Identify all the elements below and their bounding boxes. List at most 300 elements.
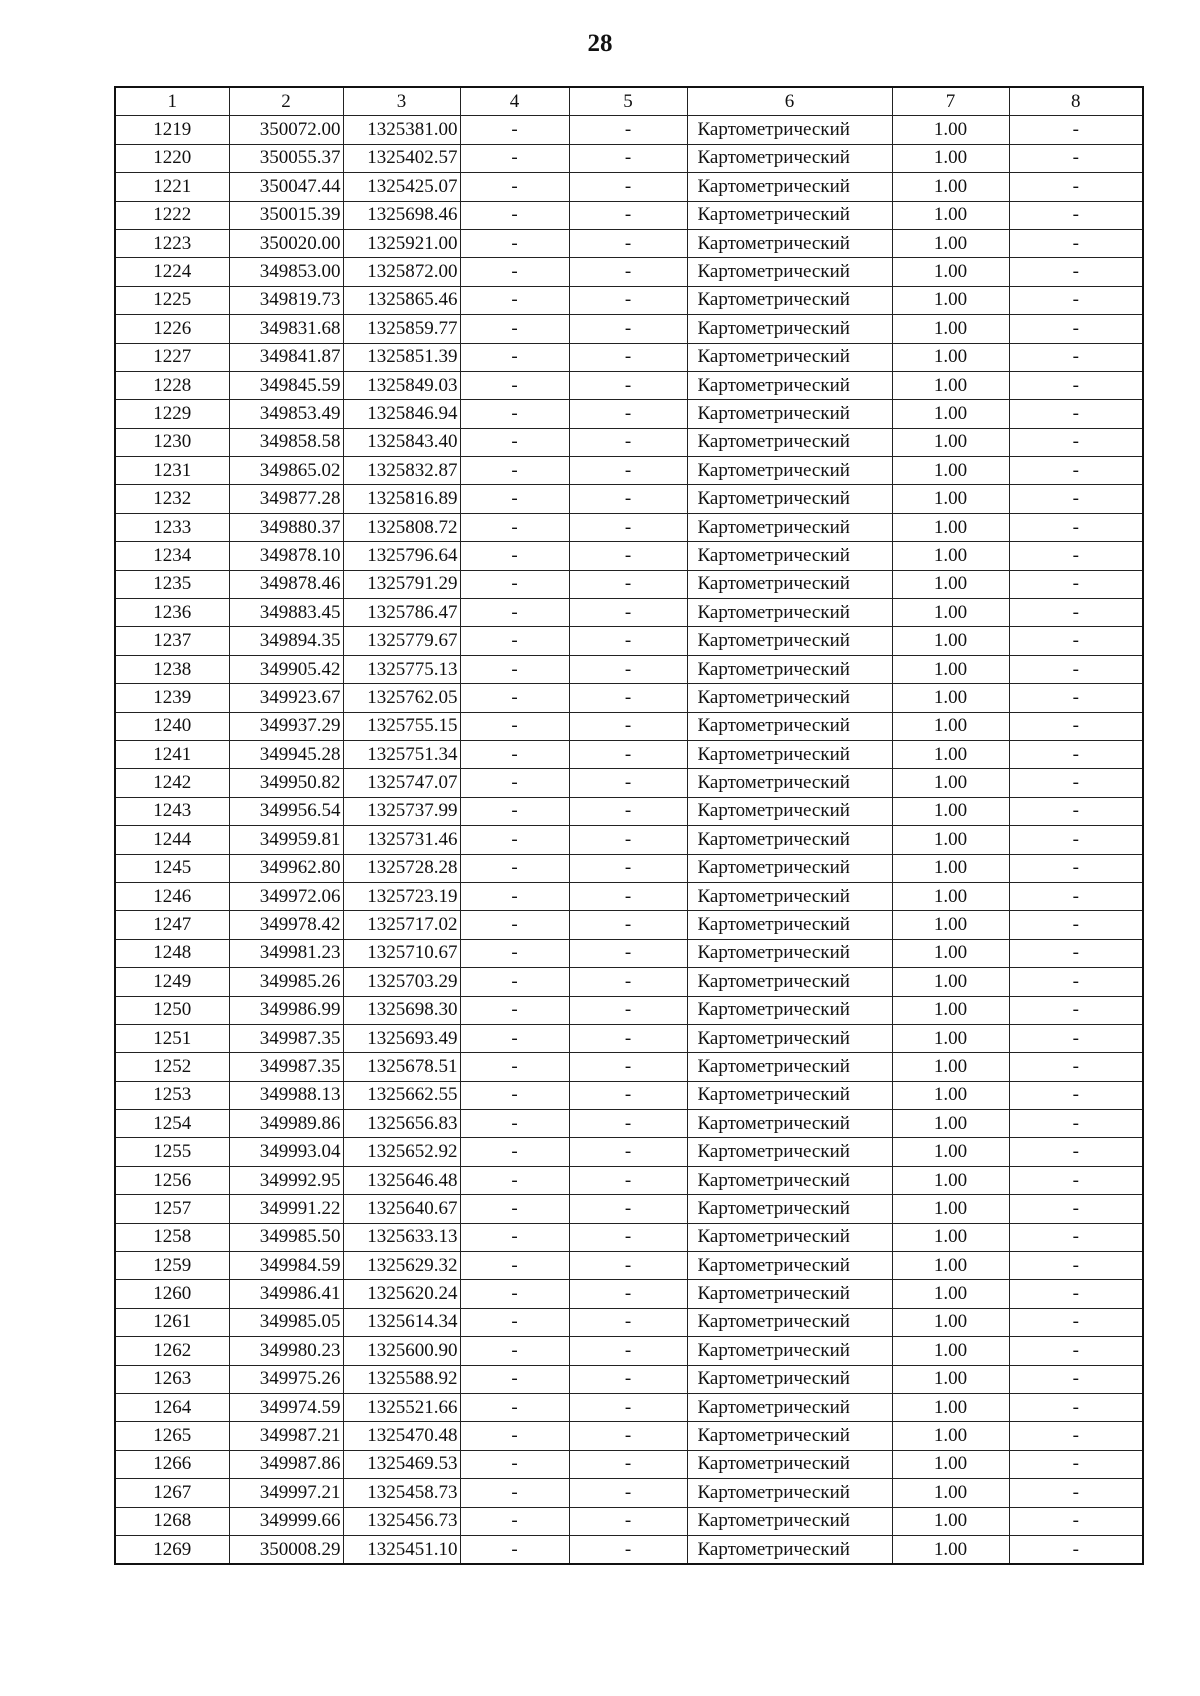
x-coordinate-cell: 349993.04 (229, 1138, 343, 1166)
table-row (115, 144, 1143, 172)
column-4-cell: - (460, 996, 569, 1024)
column-5-cell: - (569, 1081, 687, 1109)
column-8-cell: - (1009, 599, 1143, 627)
point-number-cell: 1240 (115, 712, 229, 740)
column-4-cell: - (460, 229, 569, 257)
column-8-cell: - (1009, 797, 1143, 825)
column-5-cell: - (569, 428, 687, 456)
y-coordinate-cell: 1325402.57 (343, 144, 460, 172)
column-4-cell: - (460, 457, 569, 485)
x-coordinate-cell: 350055.37 (229, 144, 343, 172)
column-8-cell: - (1009, 1422, 1143, 1450)
method-cell: Картометрический (687, 1053, 892, 1081)
y-coordinate-cell: 1325816.89 (343, 485, 460, 513)
table-row (115, 939, 1143, 967)
accuracy-cell: 1.00 (892, 144, 1009, 172)
table-row (115, 513, 1143, 541)
point-number-cell: 1259 (115, 1252, 229, 1280)
column-5-cell: - (569, 599, 687, 627)
column-4-cell: - (460, 1308, 569, 1336)
method-cell: Картометрический (687, 1422, 892, 1450)
accuracy-cell: 1.00 (892, 1393, 1009, 1421)
point-number-cell: 1255 (115, 1138, 229, 1166)
column-8-cell: - (1009, 371, 1143, 399)
column-8-cell: - (1009, 144, 1143, 172)
point-number-cell: 1249 (115, 968, 229, 996)
column-header: 7 (892, 87, 1009, 116)
x-coordinate-cell: 349997.21 (229, 1479, 343, 1507)
point-number-cell: 1253 (115, 1081, 229, 1109)
accuracy-cell: 1.00 (892, 655, 1009, 683)
y-coordinate-cell: 1325779.67 (343, 627, 460, 655)
column-4-cell: - (460, 371, 569, 399)
point-number-cell: 1262 (115, 1337, 229, 1365)
column-8-cell: - (1009, 229, 1143, 257)
accuracy-cell: 1.00 (892, 882, 1009, 910)
column-5-cell: - (569, 1024, 687, 1052)
point-number-cell: 1234 (115, 542, 229, 570)
column-8-cell: - (1009, 939, 1143, 967)
accuracy-cell: 1.00 (892, 996, 1009, 1024)
point-number-cell: 1264 (115, 1393, 229, 1421)
column-8-cell: - (1009, 513, 1143, 541)
column-5-cell: - (569, 655, 687, 683)
column-5-cell: - (569, 1535, 687, 1564)
column-8-cell: - (1009, 1535, 1143, 1564)
method-cell: Картометрический (687, 1223, 892, 1251)
method-cell: Картометрический (687, 286, 892, 314)
method-cell: Картометрический (687, 740, 892, 768)
column-4-cell: - (460, 201, 569, 229)
y-coordinate-cell: 1325747.07 (343, 769, 460, 797)
y-coordinate-cell: 1325710.67 (343, 939, 460, 967)
method-cell: Картометрический (687, 1081, 892, 1109)
point-number-cell: 1246 (115, 882, 229, 910)
method-cell: Картометрический (687, 968, 892, 996)
column-4-cell: - (460, 116, 569, 144)
column-header: 6 (687, 87, 892, 116)
accuracy-cell: 1.00 (892, 542, 1009, 570)
accuracy-cell: 1.00 (892, 116, 1009, 144)
accuracy-cell: 1.00 (892, 1337, 1009, 1365)
y-coordinate-cell: 1325381.00 (343, 116, 460, 144)
point-number-cell: 1243 (115, 797, 229, 825)
column-5-cell: - (569, 968, 687, 996)
x-coordinate-cell: 349999.66 (229, 1507, 343, 1535)
column-8-cell: - (1009, 116, 1143, 144)
table-row (115, 996, 1143, 1024)
point-number-cell: 1248 (115, 939, 229, 967)
table-row (115, 1393, 1143, 1421)
column-5-cell: - (569, 854, 687, 882)
y-coordinate-cell: 1325521.66 (343, 1393, 460, 1421)
column-8-cell: - (1009, 173, 1143, 201)
x-coordinate-cell: 350047.44 (229, 173, 343, 201)
method-cell: Картометрический (687, 854, 892, 882)
column-8-cell: - (1009, 1053, 1143, 1081)
y-coordinate-cell: 1325698.46 (343, 201, 460, 229)
y-coordinate-cell: 1325751.34 (343, 740, 460, 768)
y-coordinate-cell: 1325646.48 (343, 1166, 460, 1194)
point-number-cell: 1256 (115, 1166, 229, 1194)
x-coordinate-cell: 349858.58 (229, 428, 343, 456)
column-5-cell: - (569, 627, 687, 655)
column-8-cell: - (1009, 428, 1143, 456)
y-coordinate-cell: 1325614.34 (343, 1308, 460, 1336)
table-row (115, 1195, 1143, 1223)
point-number-cell: 1222 (115, 201, 229, 229)
y-coordinate-cell: 1325693.49 (343, 1024, 460, 1052)
method-cell: Картометрический (687, 144, 892, 172)
column-5-cell: - (569, 1280, 687, 1308)
column-5-cell: - (569, 1308, 687, 1336)
accuracy-cell: 1.00 (892, 740, 1009, 768)
table-row (115, 343, 1143, 371)
accuracy-cell: 1.00 (892, 286, 1009, 314)
method-cell: Картометрический (687, 1479, 892, 1507)
table-row (115, 797, 1143, 825)
column-5-cell: - (569, 286, 687, 314)
column-4-cell: - (460, 939, 569, 967)
y-coordinate-cell: 1325846.94 (343, 400, 460, 428)
column-8-cell: - (1009, 854, 1143, 882)
y-coordinate-cell: 1325656.83 (343, 1110, 460, 1138)
point-number-cell: 1244 (115, 826, 229, 854)
accuracy-cell: 1.00 (892, 1479, 1009, 1507)
coordinates-table (114, 86, 1144, 1565)
x-coordinate-cell: 349985.50 (229, 1223, 343, 1251)
column-4-cell: - (460, 1365, 569, 1393)
y-coordinate-cell: 1325703.29 (343, 968, 460, 996)
method-cell: Картометрический (687, 229, 892, 257)
method-cell: Картометрический (687, 939, 892, 967)
column-8-cell: - (1009, 826, 1143, 854)
point-number-cell: 1221 (115, 173, 229, 201)
table-row (115, 627, 1143, 655)
column-4-cell: - (460, 627, 569, 655)
column-8-cell: - (1009, 1110, 1143, 1138)
y-coordinate-cell: 1325849.03 (343, 371, 460, 399)
y-coordinate-cell: 1325865.46 (343, 286, 460, 314)
x-coordinate-cell: 350015.39 (229, 201, 343, 229)
x-coordinate-cell: 349987.21 (229, 1422, 343, 1450)
point-number-cell: 1237 (115, 627, 229, 655)
y-coordinate-cell: 1325456.73 (343, 1507, 460, 1535)
point-number-cell: 1265 (115, 1422, 229, 1450)
x-coordinate-cell: 349987.86 (229, 1450, 343, 1478)
table-row (115, 1535, 1143, 1564)
x-coordinate-cell: 349845.59 (229, 371, 343, 399)
column-4-cell: - (460, 1166, 569, 1194)
point-number-cell: 1269 (115, 1535, 229, 1564)
method-cell: Картометрический (687, 882, 892, 910)
point-number-cell: 1228 (115, 371, 229, 399)
column-8-cell: - (1009, 343, 1143, 371)
table-row (115, 229, 1143, 257)
table-row (115, 1308, 1143, 1336)
x-coordinate-cell: 349978.42 (229, 911, 343, 939)
y-coordinate-cell: 1325662.55 (343, 1081, 460, 1109)
y-coordinate-cell: 1325786.47 (343, 599, 460, 627)
table-row (115, 1024, 1143, 1052)
column-5-cell: - (569, 684, 687, 712)
point-number-cell: 1263 (115, 1365, 229, 1393)
y-coordinate-cell: 1325728.28 (343, 854, 460, 882)
column-4-cell: - (460, 882, 569, 910)
column-8-cell: - (1009, 1308, 1143, 1336)
accuracy-cell: 1.00 (892, 1422, 1009, 1450)
point-number-cell: 1227 (115, 343, 229, 371)
x-coordinate-cell: 349905.42 (229, 655, 343, 683)
column-4-cell: - (460, 1223, 569, 1251)
x-coordinate-cell: 349989.86 (229, 1110, 343, 1138)
x-coordinate-cell: 349984.59 (229, 1252, 343, 1280)
column-8-cell: - (1009, 1024, 1143, 1052)
method-cell: Картометрический (687, 428, 892, 456)
method-cell: Картометрический (687, 712, 892, 740)
column-5-cell: - (569, 542, 687, 570)
column-5-cell: - (569, 116, 687, 144)
method-cell: Картометрический (687, 655, 892, 683)
table-row (115, 1450, 1143, 1478)
column-5-cell: - (569, 1110, 687, 1138)
column-8-cell: - (1009, 1081, 1143, 1109)
table-row (115, 371, 1143, 399)
column-8-cell: - (1009, 1479, 1143, 1507)
column-8-cell: - (1009, 882, 1143, 910)
accuracy-cell: 1.00 (892, 684, 1009, 712)
point-number-cell: 1239 (115, 684, 229, 712)
point-number-cell: 1257 (115, 1195, 229, 1223)
table-row (115, 1365, 1143, 1393)
point-number-cell: 1223 (115, 229, 229, 257)
method-cell: Картометрический (687, 315, 892, 343)
table-row (115, 1081, 1143, 1109)
accuracy-cell: 1.00 (892, 1535, 1009, 1564)
column-4-cell: - (460, 570, 569, 598)
column-4-cell: - (460, 1479, 569, 1507)
column-8-cell: - (1009, 968, 1143, 996)
accuracy-cell: 1.00 (892, 627, 1009, 655)
column-4-cell: - (460, 1280, 569, 1308)
column-4-cell: - (460, 1081, 569, 1109)
column-5-cell: - (569, 1138, 687, 1166)
table-row (115, 201, 1143, 229)
column-8-cell: - (1009, 769, 1143, 797)
y-coordinate-cell: 1325737.99 (343, 797, 460, 825)
x-coordinate-cell: 349985.26 (229, 968, 343, 996)
y-coordinate-cell: 1325600.90 (343, 1337, 460, 1365)
table-row (115, 400, 1143, 428)
method-cell: Картометрический (687, 1166, 892, 1194)
table-row (115, 1507, 1143, 1535)
column-5-cell: - (569, 144, 687, 172)
column-5-cell: - (569, 1450, 687, 1478)
x-coordinate-cell: 349975.26 (229, 1365, 343, 1393)
column-8-cell: - (1009, 1252, 1143, 1280)
point-number-cell: 1254 (115, 1110, 229, 1138)
method-cell: Картометрический (687, 996, 892, 1024)
method-cell: Картометрический (687, 1024, 892, 1052)
point-number-cell: 1266 (115, 1450, 229, 1478)
column-4-cell: - (460, 1110, 569, 1138)
accuracy-cell: 1.00 (892, 201, 1009, 229)
column-8-cell: - (1009, 1337, 1143, 1365)
x-coordinate-cell: 350008.29 (229, 1535, 343, 1564)
column-5-cell: - (569, 1479, 687, 1507)
y-coordinate-cell: 1325832.87 (343, 457, 460, 485)
column-4-cell: - (460, 826, 569, 854)
x-coordinate-cell: 349853.49 (229, 400, 343, 428)
column-5-cell: - (569, 939, 687, 967)
x-coordinate-cell: 349937.29 (229, 712, 343, 740)
method-cell: Картометрический (687, 826, 892, 854)
table-row (115, 882, 1143, 910)
method-cell: Картометрический (687, 1365, 892, 1393)
table-row (115, 769, 1143, 797)
method-cell: Картометрический (687, 1252, 892, 1280)
table-row (115, 1223, 1143, 1251)
x-coordinate-cell: 349985.05 (229, 1308, 343, 1336)
column-4-cell: - (460, 1535, 569, 1564)
y-coordinate-cell: 1325633.13 (343, 1223, 460, 1251)
accuracy-cell: 1.00 (892, 428, 1009, 456)
column-4-cell: - (460, 400, 569, 428)
method-cell: Картометрический (687, 1195, 892, 1223)
column-5-cell: - (569, 1252, 687, 1280)
column-5-cell: - (569, 996, 687, 1024)
accuracy-cell: 1.00 (892, 911, 1009, 939)
column-5-cell: - (569, 173, 687, 201)
y-coordinate-cell: 1325698.30 (343, 996, 460, 1024)
x-coordinate-cell: 349956.54 (229, 797, 343, 825)
column-4-cell: - (460, 1422, 569, 1450)
column-4-cell: - (460, 911, 569, 939)
column-5-cell: - (569, 826, 687, 854)
y-coordinate-cell: 1325851.39 (343, 343, 460, 371)
column-5-cell: - (569, 911, 687, 939)
point-number-cell: 1247 (115, 911, 229, 939)
point-number-cell: 1235 (115, 570, 229, 598)
column-8-cell: - (1009, 315, 1143, 343)
column-header: 3 (343, 87, 460, 116)
accuracy-cell: 1.00 (892, 826, 1009, 854)
accuracy-cell: 1.00 (892, 570, 1009, 598)
table-row (115, 286, 1143, 314)
column-5-cell: - (569, 740, 687, 768)
table-row (115, 1422, 1143, 1450)
accuracy-cell: 1.00 (892, 1195, 1009, 1223)
column-8-cell: - (1009, 570, 1143, 598)
column-4-cell: - (460, 343, 569, 371)
table-row (115, 116, 1143, 144)
x-coordinate-cell: 349945.28 (229, 740, 343, 768)
accuracy-cell: 1.00 (892, 371, 1009, 399)
column-4-cell: - (460, 1252, 569, 1280)
column-5-cell: - (569, 457, 687, 485)
y-coordinate-cell: 1325775.13 (343, 655, 460, 683)
x-coordinate-cell: 349988.13 (229, 1081, 343, 1109)
column-8-cell: - (1009, 911, 1143, 939)
point-number-cell: 1245 (115, 854, 229, 882)
accuracy-cell: 1.00 (892, 315, 1009, 343)
method-cell: Картометрический (687, 1535, 892, 1564)
point-number-cell: 1250 (115, 996, 229, 1024)
column-8-cell: - (1009, 1280, 1143, 1308)
column-8-cell: - (1009, 996, 1143, 1024)
column-5-cell: - (569, 513, 687, 541)
y-coordinate-cell: 1325755.15 (343, 712, 460, 740)
method-cell: Картометрический (687, 173, 892, 201)
column-5-cell: - (569, 1223, 687, 1251)
accuracy-cell: 1.00 (892, 939, 1009, 967)
column-8-cell: - (1009, 1195, 1143, 1223)
column-4-cell: - (460, 258, 569, 286)
table-row (115, 854, 1143, 882)
column-8-cell: - (1009, 627, 1143, 655)
x-coordinate-cell: 349992.95 (229, 1166, 343, 1194)
column-4-cell: - (460, 1337, 569, 1365)
table-row (115, 1252, 1143, 1280)
method-cell: Картометрический (687, 371, 892, 399)
point-number-cell: 1236 (115, 599, 229, 627)
column-8-cell: - (1009, 1365, 1143, 1393)
table-row (115, 457, 1143, 485)
x-coordinate-cell: 349972.06 (229, 882, 343, 910)
method-cell: Картометрический (687, 201, 892, 229)
column-5-cell: - (569, 485, 687, 513)
column-5-cell: - (569, 1393, 687, 1421)
point-number-cell: 1258 (115, 1223, 229, 1251)
y-coordinate-cell: 1325588.92 (343, 1365, 460, 1393)
y-coordinate-cell: 1325731.46 (343, 826, 460, 854)
column-4-cell: - (460, 854, 569, 882)
table-row (115, 1479, 1143, 1507)
table-row (115, 173, 1143, 201)
method-cell: Картометрический (687, 627, 892, 655)
method-cell: Картометрический (687, 542, 892, 570)
point-number-cell: 1251 (115, 1024, 229, 1052)
column-5-cell: - (569, 797, 687, 825)
accuracy-cell: 1.00 (892, 1223, 1009, 1251)
column-8-cell: - (1009, 457, 1143, 485)
column-8-cell: - (1009, 201, 1143, 229)
method-cell: Картометрический (687, 570, 892, 598)
x-coordinate-cell: 349841.87 (229, 343, 343, 371)
table-row (115, 1110, 1143, 1138)
point-number-cell: 1226 (115, 315, 229, 343)
column-5-cell: - (569, 882, 687, 910)
method-cell: Картометрический (687, 513, 892, 541)
accuracy-cell: 1.00 (892, 1166, 1009, 1194)
x-coordinate-cell: 349894.35 (229, 627, 343, 655)
point-number-cell: 1260 (115, 1280, 229, 1308)
table-row (115, 826, 1143, 854)
column-5-cell: - (569, 1166, 687, 1194)
column-8-cell: - (1009, 1507, 1143, 1535)
x-coordinate-cell: 349865.02 (229, 457, 343, 485)
method-cell: Картометрический (687, 599, 892, 627)
column-4-cell: - (460, 315, 569, 343)
x-coordinate-cell: 349950.82 (229, 769, 343, 797)
accuracy-cell: 1.00 (892, 457, 1009, 485)
column-4-cell: - (460, 797, 569, 825)
table-row (115, 911, 1143, 939)
column-4-cell: - (460, 712, 569, 740)
table-row (115, 485, 1143, 513)
table-body (115, 116, 1143, 1564)
column-4-cell: - (460, 1450, 569, 1478)
